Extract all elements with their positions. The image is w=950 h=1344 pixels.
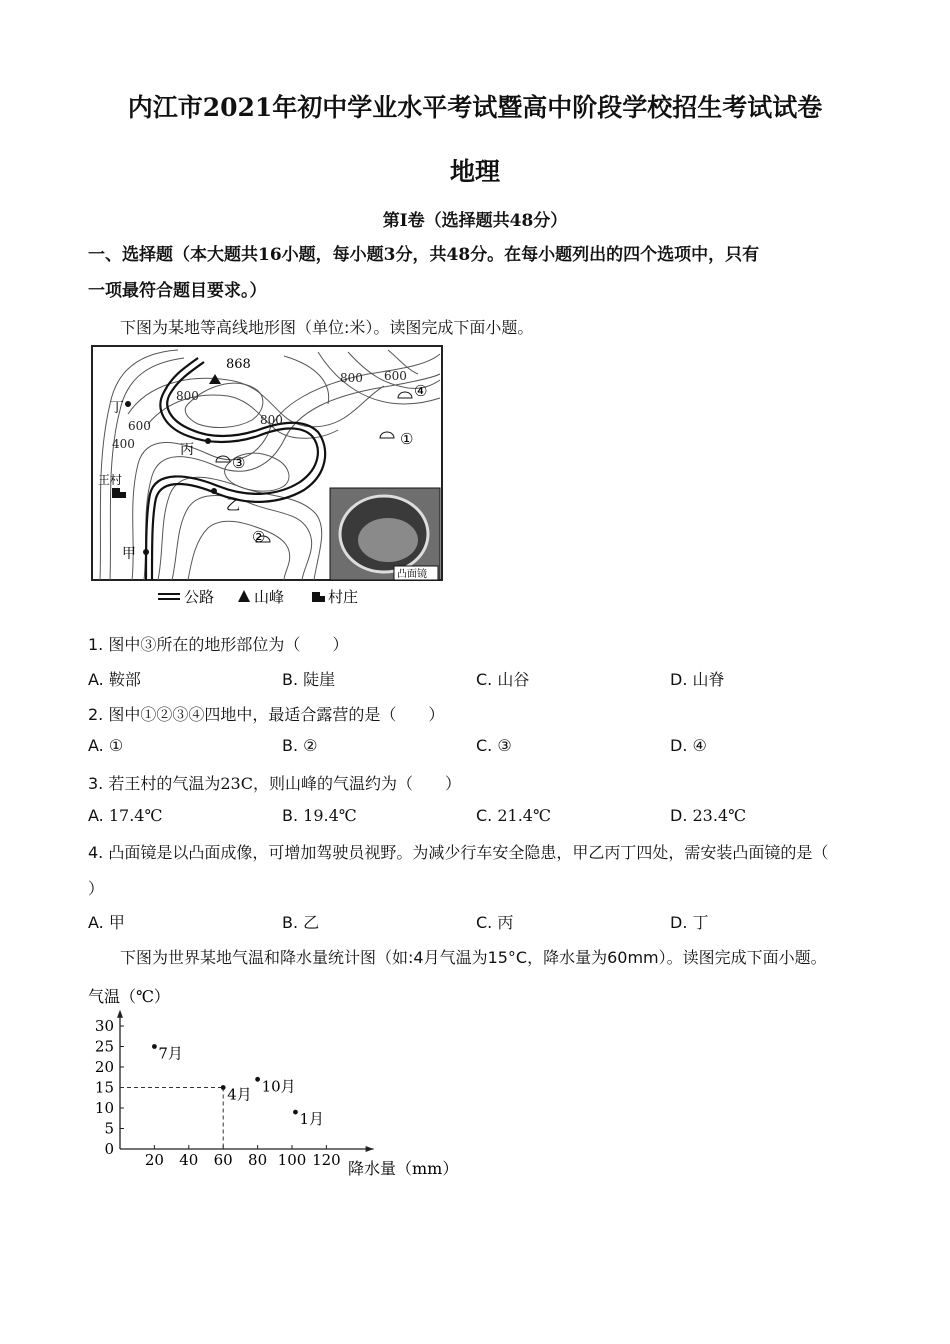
data-point-label: 7月 <box>158 1044 183 1063</box>
x-tick-label: 20 <box>144 1151 164 1169</box>
q1-option-c: C. 山谷 <box>476 670 530 689</box>
x-axis-arrow <box>366 1146 374 1152</box>
q2-option-c: C. ③ <box>476 736 512 755</box>
q2-option-a: A. ① <box>88 736 124 755</box>
y-tick-label: 20 <box>94 1058 114 1076</box>
q3-option-b: B. 19.4℃ <box>282 806 357 825</box>
q4-option-d: D. 丁 <box>670 913 709 932</box>
contour-map <box>88 344 448 612</box>
legend-road: 公路 <box>184 588 215 606</box>
place-dot-bing <box>205 438 211 444</box>
question-number: 1. <box>88 635 104 654</box>
question-2: 2. 图中①②③④四地中，最适合露营的是（ ） <box>88 705 445 724</box>
q1-option-d: D. 山脊 <box>670 670 725 689</box>
q4-option-b: B. 乙 <box>282 913 320 932</box>
data-point-label: 1月 <box>299 1110 324 1129</box>
subject-title: 地理 <box>449 157 500 186</box>
q1-option-b: B. 陡崖 <box>282 670 336 689</box>
data-point <box>221 1085 226 1090</box>
chart-axes <box>117 1010 374 1152</box>
q2-option-b: B. ② <box>282 736 318 755</box>
contour-label-600-a: 600 <box>384 369 407 383</box>
place-yi: 乙 <box>226 498 240 514</box>
x-tick-label: 40 <box>179 1151 199 1169</box>
y-tick-label: 10 <box>94 1099 114 1117</box>
convex-mirror-photo <box>330 488 440 580</box>
contour-label-800-c: 800 <box>340 371 363 385</box>
y-axis-label: 气温（℃） <box>88 987 170 1006</box>
data-point <box>293 1110 298 1115</box>
chart-ticks <box>95 1017 341 1169</box>
intro-map: 下图为某地等高线地形图（单位:米）。读图完成下面小题。 <box>120 318 534 337</box>
place-bing: 丙 <box>180 442 194 458</box>
mirror-label: 凸面镜 <box>397 569 427 580</box>
intro-chart: 下图为世界某地气温和降水量统计图（如:4月气温为15°C，降水量为60mm）。读图完成下面小题。 <box>120 948 827 967</box>
village-marker <box>112 488 120 498</box>
q4-option-a: A. 甲 <box>88 913 125 932</box>
x-tick-label: 120 <box>312 1151 341 1169</box>
y-tick-label: 0 <box>104 1140 114 1158</box>
site-1: ① <box>400 430 414 448</box>
data-point-label: 10月 <box>261 1077 296 1096</box>
q3-option-a: A. 17.4℃ <box>88 806 163 825</box>
instruction-line-1: 一、选择题（本大题共16小题，每小题3分，共48分。在每小题列出的四个选项中，只有 <box>88 245 760 265</box>
instruction-line-2: 一项最符合题目要求。） <box>88 281 267 301</box>
q1-option-a: A. 鞍部 <box>88 670 141 689</box>
x-tick-label: 80 <box>248 1151 268 1169</box>
place-dot-jia <box>143 549 149 555</box>
contour-label-400: 400 <box>112 437 135 451</box>
x-axis-label: 降水量（mm） <box>348 1159 459 1178</box>
contour-label-600-b: 600 <box>128 419 151 433</box>
place-dot-ding <box>125 401 131 407</box>
legend-peak: 山峰 <box>254 588 285 606</box>
question-text: 图中③所在的地形部位为（ ） <box>108 635 349 654</box>
place-ding: 丁 <box>110 400 124 416</box>
place-dot-yi <box>211 488 217 494</box>
contour-label-800-b: 800 <box>260 413 283 427</box>
q3-option-d: D. 23.4℃ <box>670 806 747 825</box>
question-3: 3. 若王村的气温为23C，则山峰的气温约为（ ） <box>88 774 461 793</box>
exam-title: 内江市2021年初中学业水平考试暨高中阶段学校招生考试试卷 <box>127 93 823 122</box>
place-jia: 甲 <box>122 546 136 562</box>
q4-option-c: C. 丙 <box>476 913 514 932</box>
data-point <box>152 1044 157 1049</box>
data-point <box>255 1077 260 1082</box>
x-tick-label: 100 <box>277 1151 307 1169</box>
question-4: 4. 凸面镜是以凸面成像，可增加驾驶员视野。为减少行车安全隐患，甲乙丙丁四处，需安装凸面镜的是（ <box>88 843 829 862</box>
site-2: ② <box>252 528 266 546</box>
site-4: ④ <box>414 382 428 400</box>
site-3: ③ <box>232 454 246 472</box>
contour-label-800-a: 800 <box>176 389 199 403</box>
y-tick-label: 25 <box>94 1037 114 1056</box>
question-4-cont: ） <box>88 879 105 898</box>
question-1 <box>88 632 348 655</box>
x-tick-label: 60 <box>213 1151 233 1169</box>
y-tick-label: 5 <box>104 1119 114 1138</box>
map-legend <box>158 588 358 606</box>
q3-option-c: C. 21.4℃ <box>476 806 551 825</box>
legend-village: 村庄 <box>328 588 359 606</box>
section-title: 第Ⅰ卷（选择题共48分） <box>382 211 568 231</box>
y-tick-label: 15 <box>94 1078 114 1097</box>
data-point-label: 4月 <box>227 1085 252 1104</box>
peak-label: 868 <box>226 357 251 372</box>
q2-option-d: D. ④ <box>670 736 707 755</box>
y-tick-label: 30 <box>94 1017 114 1035</box>
place-wangcun: 王村 <box>98 473 123 487</box>
climate-scatter-chart <box>84 982 484 1192</box>
chart-points <box>120 1044 324 1149</box>
y-axis-arrow <box>117 1010 123 1018</box>
